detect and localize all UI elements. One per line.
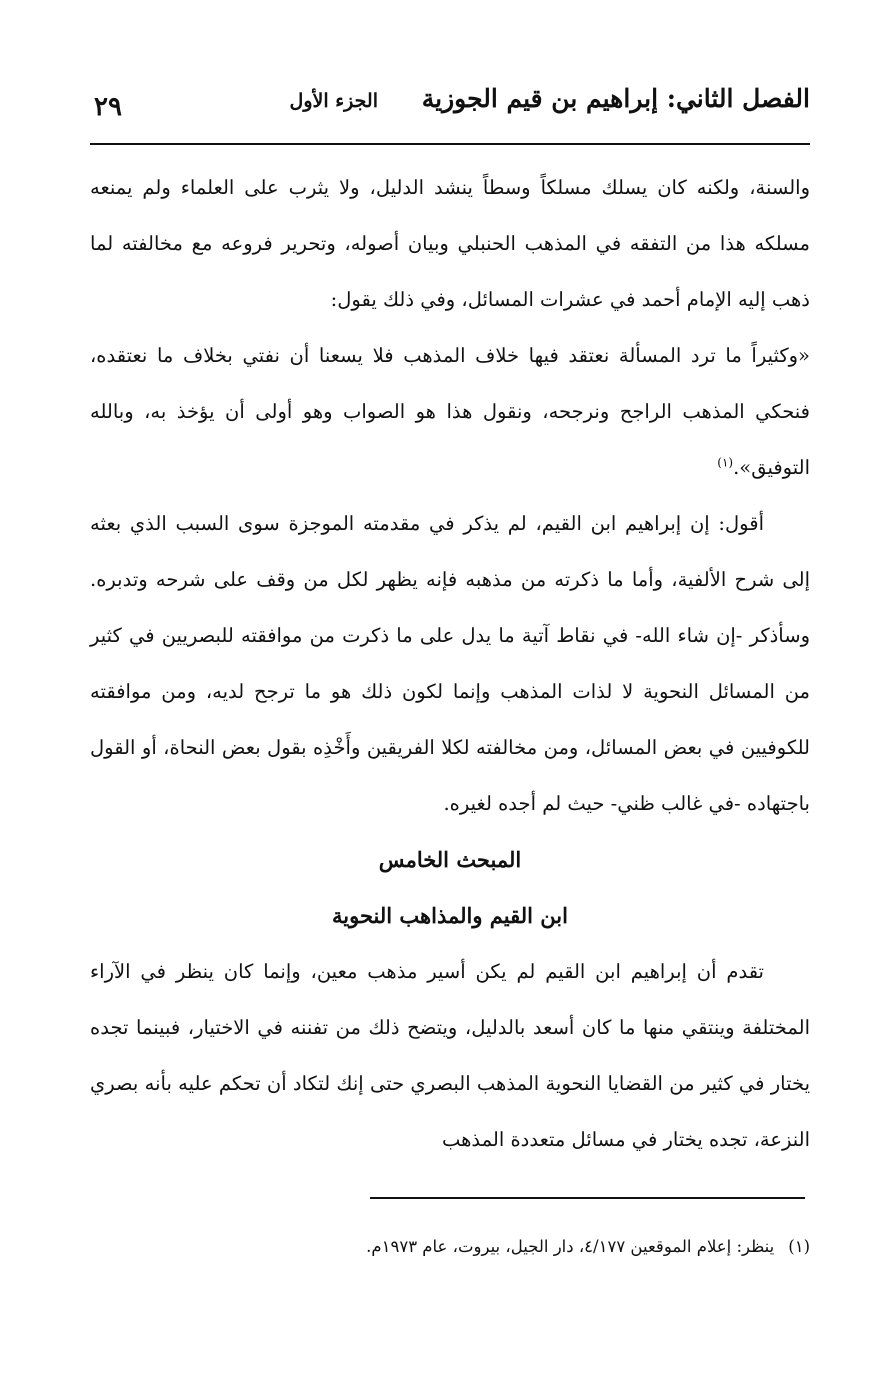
footnote-divider bbox=[370, 1197, 805, 1199]
paragraph-comment: أقول: إن إبراهيم ابن القيم، لم يذكر في مقدمته الموجزة سوى السبب الذي بعثه إلى شرح الألفية، وأما ما ذكرته من مذهبه فإنه يظهر لكل من وقف على شرحه وتدبره. وسأذكر -إن شاء الله- في نقاط آتية ما يدل على ما ذكرت من موافقته للبصريين في كثير من المسائل النحوية لا لذات المذهب وإنما لكون ذلك هو ما ترجح لديه، ومن موافقته للكوفيين في بعض المسائل، ومن مخالفته لكلا الفريقين وأَخْذِه بقول بعض النحاة، أو القول باجتهاده -في غالب ظني- حيث لم أجده لغيره. bbox=[90, 512, 810, 815]
section-heading: المبحث الخامس bbox=[378, 847, 522, 872]
footnote-reference[interactable]: (١) bbox=[717, 455, 734, 470]
running-header bbox=[90, 70, 810, 130]
footnote-text: ينظر: إعلام الموقعين ٤/١٧٧، دار الجيل، بيروت، عام ١٩٧٣م. bbox=[366, 1237, 775, 1256]
paragraph-quote: «وكثيراً ما ترد المسألة نعتقد فيها خلاف المذهب فلا يسعنا أن نفتي بخلاف ما نعتقده، فنحكي المذهب الراجح ونرجحه، ونقول هذا هو الصواب وهو أولى أن يؤخذ به، وبالله التوفيق».$^{(١)}$ bbox=[90, 344, 810, 479]
page-number: ٢٩ bbox=[94, 92, 122, 122]
footnote-number: (١) bbox=[788, 1237, 810, 1256]
chapter-title: الفصل الثاني: إبراهيم بن قيم الجوزية bbox=[421, 84, 810, 113]
paragraph-section: تقدم أن إبراهيم ابن القيم لم يكن أسير مذهب معين، وإنما كان ينظر في الآراء المختلفة وينتقي منها ما كان أسعد بالدليل، ويتضح ذلك من تفننه في الاختيار، فبينما تجده يختار في كثير من القضايا النحوية المذهب البصري حتى إنك لتكاد أن تحكم عليه بأنه بصري النزعة، تجده يختار في مسائل متعددة المذهب bbox=[90, 960, 810, 1151]
footnote bbox=[90, 1232, 810, 1262]
section-subheading: ابن القيم والمذاهب النحوية bbox=[332, 903, 568, 928]
volume-label: الجزء الأول bbox=[289, 90, 378, 112]
main-text bbox=[90, 160, 810, 1168]
header-divider bbox=[90, 143, 810, 145]
paragraph-intro: والسنة، ولكنه كان يسلك مسلكاً وسطاً ينشد الدليل، ولا يثرب على العلماء ولم يمنعه مسلكه هذا من التفقه في المذهب الحنبلي وبيان أصوله، وتحرير فروعه مع مخالفته لما ذهب إليه الإمام أحمد في عشرات المسائل، وفي ذلك يقول: bbox=[90, 176, 810, 311]
